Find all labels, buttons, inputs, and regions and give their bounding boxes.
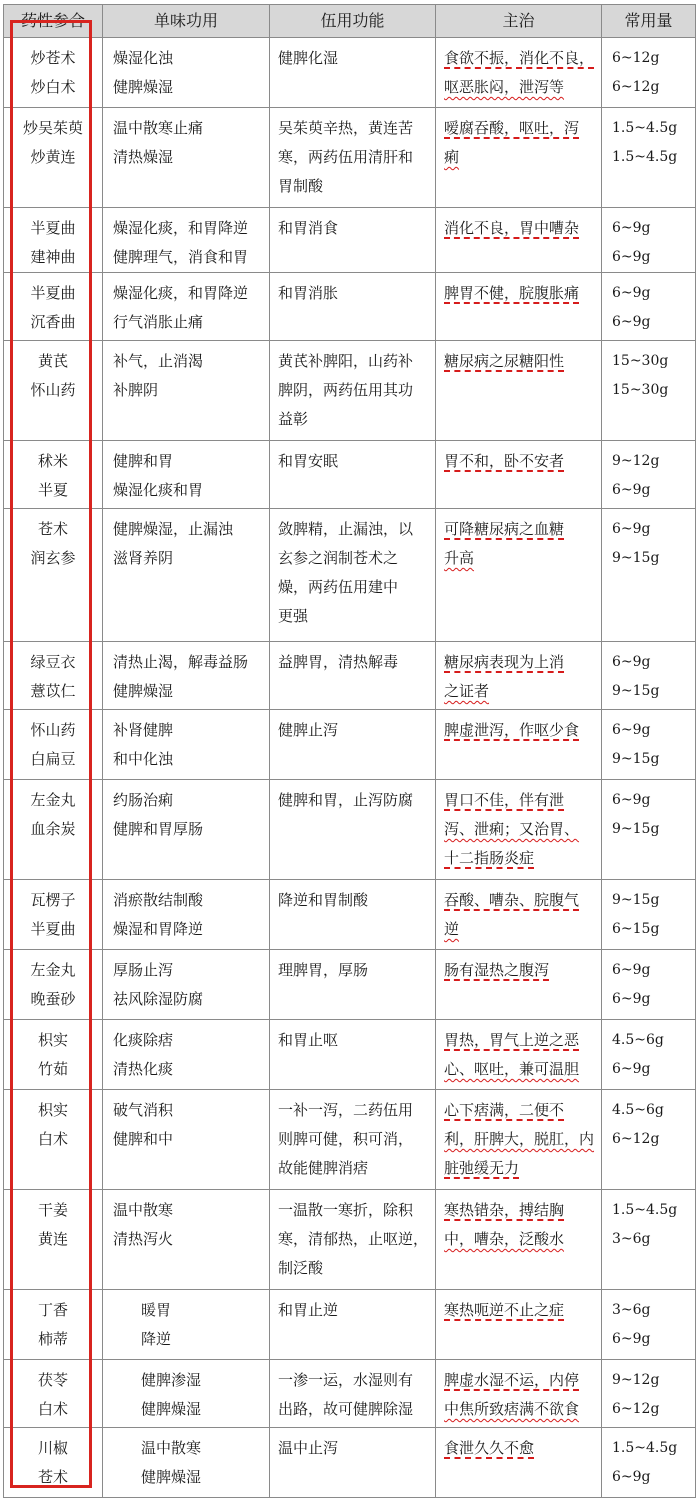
single-line: 健脾和胃厚肠	[113, 820, 204, 838]
single-line: 清热止渴，解毒益肠	[113, 653, 249, 671]
dosage-cell	[602, 1360, 696, 1428]
single-line: 清热泻火	[113, 1230, 174, 1248]
pair-line: 苍术	[37, 1468, 68, 1486]
indication-line: 可降糖尿病之血糖	[444, 520, 565, 538]
indication-line: 心、呕吐，兼可温胆	[444, 1060, 580, 1078]
herb-pair-cell	[4, 780, 103, 880]
single-line: 约肠治痢	[113, 791, 174, 809]
pair-line: 建神曲	[30, 248, 76, 266]
single-line: 健脾燥湿，止漏浊	[113, 520, 234, 538]
pair-line: 血余炭	[30, 820, 76, 838]
combined-function-cell	[270, 1190, 436, 1290]
indication-cell	[436, 441, 602, 509]
combined-line: 玄参之润制苍术之	[278, 549, 399, 567]
combined-line: 胃制酸	[278, 177, 324, 195]
combined-line: 制泛酸	[278, 1259, 324, 1277]
single-line: 健脾燥湿	[141, 1468, 202, 1486]
pair-line: 左金丸	[30, 961, 76, 979]
single-use-cell	[103, 509, 270, 642]
indication-line: 之证者	[444, 682, 490, 700]
indication-line: 心下痞满，二便不	[444, 1101, 565, 1119]
table-row	[4, 1190, 696, 1290]
dose-line: 4.5~6g	[612, 1032, 664, 1048]
dose-line: 6~12g	[612, 1131, 660, 1147]
combined-function-cell	[270, 1428, 436, 1498]
table-row	[4, 710, 696, 780]
dosage-cell	[602, 710, 696, 780]
dosage-cell	[602, 642, 696, 710]
dose-line: 9~15g	[612, 751, 660, 767]
indication-cell	[436, 780, 602, 880]
combined-line: 出路，故可健脾除湿	[278, 1400, 414, 1418]
combined-line: 温中止泻	[278, 1439, 339, 1457]
combined-line: 黄芪补脾阳，山药补	[278, 352, 414, 370]
header-row	[4, 5, 696, 38]
single-line: 和中化浊	[113, 750, 174, 768]
table-row	[4, 208, 696, 273]
single-use-cell	[103, 880, 270, 950]
combined-function-cell	[270, 1360, 436, 1428]
table-row	[4, 509, 696, 642]
indication-line: 糖尿病之尿糖阳性	[444, 352, 565, 370]
indication-line: 糖尿病表现为上消	[444, 653, 565, 671]
table-row	[4, 1020, 696, 1090]
table-row	[4, 1290, 696, 1360]
dose-line: 6~9g	[612, 1331, 651, 1347]
pair-line: 半夏曲	[30, 284, 76, 302]
indication-line: 利，肝脾大，脱肛，内	[444, 1130, 595, 1148]
single-use-cell	[103, 1428, 270, 1498]
pair-line: 川椒	[37, 1439, 68, 1457]
pair-line: 炒苍术	[30, 49, 76, 67]
dosage-cell	[602, 441, 696, 509]
single-use-cell	[103, 208, 270, 273]
dose-line: 4.5~6g	[612, 1102, 664, 1118]
single-line: 化痰除痞	[113, 1031, 174, 1049]
single-use-cell	[103, 1020, 270, 1090]
combined-function-cell	[270, 341, 436, 441]
combined-function-cell	[270, 1090, 436, 1190]
dosage-cell	[602, 950, 696, 1020]
herb-pair-cell	[4, 950, 103, 1020]
indication-cell	[436, 1290, 602, 1360]
single-use-cell	[103, 1290, 270, 1360]
indication-cell	[436, 38, 602, 108]
single-line: 温中散寒	[113, 1201, 174, 1219]
dose-line: 9~15g	[612, 892, 660, 908]
single-line: 健脾理气，消食和胃	[113, 248, 249, 266]
dose-line: 6~9g	[612, 654, 651, 670]
herb-pair-cell	[4, 38, 103, 108]
dose-line: 15~30g	[612, 353, 669, 369]
combined-line: 敛脾精，止漏浊，以	[278, 520, 414, 538]
pair-line: 炒白术	[30, 78, 76, 96]
single-use-cell	[103, 780, 270, 880]
table-row	[4, 1090, 696, 1190]
indication-line: 呕恶胀闷，泄泻等	[444, 78, 565, 96]
single-use-cell	[103, 950, 270, 1020]
single-use-cell	[103, 273, 270, 341]
pair-line: 沉香曲	[30, 313, 76, 331]
indication-line: 脏弛缓无力	[444, 1159, 520, 1177]
combined-line: 燥，两药伍用建中	[278, 578, 399, 596]
herb-pair-cell	[4, 1290, 103, 1360]
combined-line: 脾阴，两药伍用其功	[278, 381, 414, 399]
herb-pair-cell	[4, 1428, 103, 1498]
indication-line: 肠有湿热之腹泻	[444, 961, 550, 979]
dose-line: 6~9g	[612, 722, 651, 738]
dose-line: 6~15g	[612, 921, 660, 937]
indication-line: 吞酸、嘈杂、脘腹气	[444, 891, 580, 909]
pair-line: 怀山药	[30, 381, 76, 399]
combined-line: 和胃安眠	[278, 452, 339, 470]
dose-line: 6~9g	[612, 249, 651, 265]
indication-cell	[436, 1020, 602, 1090]
single-line: 消瘀散结制酸	[113, 891, 204, 909]
dose-line: 6~9g	[612, 521, 651, 537]
pair-line: 竹茹	[37, 1060, 68, 1078]
header-pair: 药性参合	[4, 5, 103, 38]
table-row	[4, 1360, 696, 1428]
table-row	[4, 1428, 696, 1498]
combined-line: 降逆和胃制酸	[278, 891, 369, 909]
herb-pair-cell	[4, 1360, 103, 1428]
dosage-cell	[602, 341, 696, 441]
table-row	[4, 880, 696, 950]
table-row	[4, 780, 696, 880]
dose-line: 1.5~4.5g	[612, 1440, 678, 1456]
indication-line: 脾虚水湿不运，内停	[444, 1371, 580, 1389]
herb-pair-cell	[4, 273, 103, 341]
pair-line: 秫米	[37, 452, 68, 470]
pair-line: 干姜	[37, 1201, 68, 1219]
single-use-cell	[103, 341, 270, 441]
combined-function-cell	[270, 710, 436, 780]
single-line: 温中散寒	[141, 1439, 202, 1457]
indication-line: 寒热呃逆不止之症	[444, 1301, 565, 1319]
dose-line: 9~12g	[612, 1372, 660, 1388]
table-row	[4, 341, 696, 441]
dose-line: 9~12g	[612, 453, 660, 469]
single-line: 补肾健脾	[113, 721, 174, 739]
table-body	[4, 38, 696, 1498]
indication-cell	[436, 642, 602, 710]
herb-pairing-table	[3, 4, 696, 1498]
combined-function-cell	[270, 950, 436, 1020]
pair-line: 枳实	[37, 1101, 68, 1119]
single-use-cell	[103, 1090, 270, 1190]
table-row	[4, 38, 696, 108]
single-line: 健脾燥湿	[113, 682, 174, 700]
pair-line: 炒黄连	[30, 148, 76, 166]
dose-line: 3~6g	[612, 1302, 651, 1318]
herb-pair-cell	[4, 1090, 103, 1190]
dosage-cell	[602, 273, 696, 341]
dose-line: 6~9g	[612, 1469, 651, 1485]
pair-line: 黄连	[37, 1230, 68, 1248]
header-dosage: 常用量	[602, 5, 696, 38]
pair-line: 半夏曲	[30, 920, 76, 938]
indication-cell	[436, 108, 602, 208]
single-use-cell	[103, 710, 270, 780]
pair-line: 柿蒂	[37, 1330, 68, 1348]
dosage-cell	[602, 208, 696, 273]
combined-line: 健脾止泻	[278, 721, 339, 739]
dosage-cell	[602, 38, 696, 108]
single-line: 清热化痰	[113, 1060, 174, 1078]
table-row	[4, 108, 696, 208]
dosage-cell	[602, 1428, 696, 1498]
dosage-cell	[602, 1090, 696, 1190]
pair-line: 枳实	[37, 1031, 68, 1049]
pair-line: 苍术	[37, 520, 68, 538]
dose-line: 6~9g	[612, 220, 651, 236]
combined-function-cell	[270, 880, 436, 950]
combined-line: 一补一泻，二药伍用	[278, 1101, 414, 1119]
header-single-use: 单味功用	[103, 5, 270, 38]
single-line: 燥湿化痰，和胃降逆	[113, 284, 249, 302]
pair-line: 茯苓	[37, 1371, 68, 1389]
indication-line: 泻、泄痢；又治胃、	[444, 820, 580, 838]
dose-line: 9~15g	[612, 550, 660, 566]
pair-line: 薏苡仁	[30, 682, 76, 700]
combined-line: 故能健脾消痞	[278, 1159, 369, 1177]
single-use-cell	[103, 642, 270, 710]
table-row	[4, 642, 696, 710]
combined-line: 一渗一运，水湿则有	[278, 1371, 414, 1389]
pair-line: 怀山药	[30, 721, 76, 739]
indication-cell	[436, 1090, 602, 1190]
single-line: 温中散寒止痛	[113, 119, 204, 137]
single-line: 燥湿化浊	[113, 49, 174, 67]
indication-cell	[436, 1428, 602, 1498]
single-line: 健脾燥湿	[141, 1400, 202, 1418]
header-combined-function: 伍用功能	[270, 5, 436, 38]
single-line: 补脾阴	[113, 381, 159, 399]
indication-line: 消化不良，胃中嘈杂	[444, 219, 580, 237]
dose-line: 6~9g	[612, 792, 651, 808]
single-line: 补气，止消渴	[113, 352, 204, 370]
herb-pair-cell	[4, 1190, 103, 1290]
pair-line: 白术	[37, 1130, 68, 1148]
single-line: 滋肾养阴	[113, 549, 174, 567]
indication-line: 中焦所致痞满不欲食	[444, 1400, 580, 1418]
indication-line: 胃不和，卧不安者	[444, 452, 565, 470]
indication-cell	[436, 950, 602, 1020]
single-line: 厚肠止泻	[113, 961, 174, 979]
indication-cell	[436, 273, 602, 341]
combined-line: 一温散一寒折，除积	[278, 1201, 414, 1219]
dose-line: 6~9g	[612, 285, 651, 301]
indication-cell	[436, 880, 602, 950]
herb-pair-cell	[4, 1020, 103, 1090]
combined-function-cell	[270, 509, 436, 642]
table-row	[4, 273, 696, 341]
combined-line: 和胃消食	[278, 219, 339, 237]
indication-line: 痢	[444, 148, 460, 166]
indication-line: 食泄久久不愈	[444, 1439, 535, 1457]
combined-function-cell	[270, 780, 436, 880]
pair-line: 黄芪	[37, 352, 68, 370]
dose-line: 1.5~4.5g	[612, 120, 678, 136]
herb-pair-cell	[4, 208, 103, 273]
single-line: 行气消胀止痛	[113, 313, 204, 331]
herb-pair-cell	[4, 108, 103, 208]
indication-cell	[436, 509, 602, 642]
combined-line: 和胃止呕	[278, 1031, 339, 1049]
pair-line: 半夏曲	[30, 219, 76, 237]
dosage-cell	[602, 509, 696, 642]
single-line: 降逆	[141, 1330, 172, 1348]
pair-line: 炒吴茱萸	[22, 119, 83, 137]
dosage-cell	[602, 1290, 696, 1360]
dose-line: 6~9g	[612, 314, 651, 330]
combined-line: 和胃消胀	[278, 284, 339, 302]
dose-line: 6~9g	[612, 1061, 651, 1077]
herb-pair-cell	[4, 880, 103, 950]
single-line: 健脾渗湿	[141, 1371, 202, 1389]
herb-pair-cell	[4, 509, 103, 642]
header-indication: 主治	[436, 5, 602, 38]
dosage-cell	[602, 780, 696, 880]
dose-line: 1.5~4.5g	[612, 1202, 678, 1218]
indication-line: 升高	[444, 549, 475, 567]
dosage-cell	[602, 1020, 696, 1090]
indication-line: 胃口不佳，伴有泄	[444, 791, 565, 809]
single-use-cell	[103, 108, 270, 208]
single-line: 暖胃	[141, 1301, 172, 1319]
combined-line: 益彰	[278, 410, 309, 428]
combined-function-cell	[270, 273, 436, 341]
combined-function-cell	[270, 208, 436, 273]
dose-line: 6~9g	[612, 962, 651, 978]
single-use-cell	[103, 1360, 270, 1428]
pair-line: 丁香	[37, 1301, 68, 1319]
combined-function-cell	[270, 441, 436, 509]
indication-line: 寒热错杂，搏结胸	[444, 1201, 565, 1219]
combined-function-cell	[270, 642, 436, 710]
combined-line: 益脾胃，清热解毒	[278, 653, 399, 671]
single-line: 燥湿化痰和胃	[113, 481, 204, 499]
indication-line: 胃热，胃气上逆之恶	[444, 1031, 580, 1049]
indication-cell	[436, 1360, 602, 1428]
combined-line: 健脾化湿	[278, 49, 339, 67]
combined-line: 寒，两药伍用清肝和	[278, 148, 414, 166]
dose-line: 15~30g	[612, 382, 669, 398]
dose-line: 1.5~4.5g	[612, 149, 678, 165]
pair-line: 绿豆衣	[30, 653, 76, 671]
combined-line: 寒，清郁热，止呕逆，	[278, 1230, 429, 1248]
single-use-cell	[103, 441, 270, 509]
herb-pair-cell	[4, 642, 103, 710]
dosage-cell	[602, 1190, 696, 1290]
dose-line: 6~12g	[612, 1401, 660, 1417]
pair-line: 润玄参	[30, 549, 76, 567]
indication-line: 逆	[444, 920, 460, 938]
dose-line: 6~12g	[612, 50, 660, 66]
indication-line: 十二指肠炎症	[444, 849, 535, 867]
indication-line: 中，嘈杂，泛酸水	[444, 1230, 565, 1248]
pair-line: 晚蚕砂	[30, 990, 76, 1008]
single-line: 燥湿和胃降逆	[113, 920, 204, 938]
combined-line: 和胃止逆	[278, 1301, 339, 1319]
table-row	[4, 441, 696, 509]
pair-line: 白扁豆	[30, 750, 76, 768]
single-line: 健脾燥湿	[113, 78, 174, 96]
herb-pair-cell	[4, 710, 103, 780]
combined-line: 健脾和胃，止泻防腐	[278, 791, 414, 809]
indication-cell	[436, 341, 602, 441]
dose-line: 6~9g	[612, 991, 651, 1007]
herb-pair-cell	[4, 341, 103, 441]
combined-line: 更强	[278, 607, 309, 625]
dose-line: 9~15g	[612, 821, 660, 837]
single-use-cell	[103, 1190, 270, 1290]
indication-line: 食欲不振，消化不良，	[444, 49, 595, 67]
pair-line: 瓦楞子	[30, 891, 76, 909]
single-use-cell	[103, 38, 270, 108]
indication-line: 脾胃不健，脘腹胀痛	[444, 284, 580, 302]
combined-line: 吴茱萸辛热，黄连苦	[278, 119, 414, 137]
dose-line: 6~9g	[612, 482, 651, 498]
single-line: 清热燥湿	[113, 148, 174, 166]
dose-line: 3~6g	[612, 1231, 651, 1247]
indication-line: 嗳腐吞酸，呕吐，泻	[444, 119, 580, 137]
combined-line: 理脾胃，厚肠	[278, 961, 369, 979]
herb-pair-cell	[4, 441, 103, 509]
table-row	[4, 950, 696, 1020]
pair-line: 半夏	[37, 481, 68, 499]
combined-function-cell	[270, 38, 436, 108]
dosage-cell	[602, 108, 696, 208]
combined-line: 则脾可健，积可消，	[278, 1130, 414, 1148]
dosage-cell	[602, 880, 696, 950]
indication-line: 脾虚泄泻，作呕少食	[444, 721, 580, 739]
pair-line: 白术	[37, 1400, 68, 1418]
dose-line: 9~15g	[612, 683, 660, 699]
dose-line: 6~12g	[612, 79, 660, 95]
single-line: 破气消积	[113, 1101, 174, 1119]
combined-function-cell	[270, 1290, 436, 1360]
single-line: 健脾和胃	[113, 452, 174, 470]
single-line: 健脾和中	[113, 1130, 174, 1148]
single-line: 祛风除湿防腐	[113, 990, 204, 1008]
indication-cell	[436, 1190, 602, 1290]
indication-cell	[436, 208, 602, 273]
combined-function-cell	[270, 1020, 436, 1090]
indication-cell	[436, 710, 602, 780]
pair-line: 左金丸	[30, 791, 76, 809]
combined-function-cell	[270, 108, 436, 208]
single-line: 燥湿化痰，和胃降逆	[113, 219, 249, 237]
